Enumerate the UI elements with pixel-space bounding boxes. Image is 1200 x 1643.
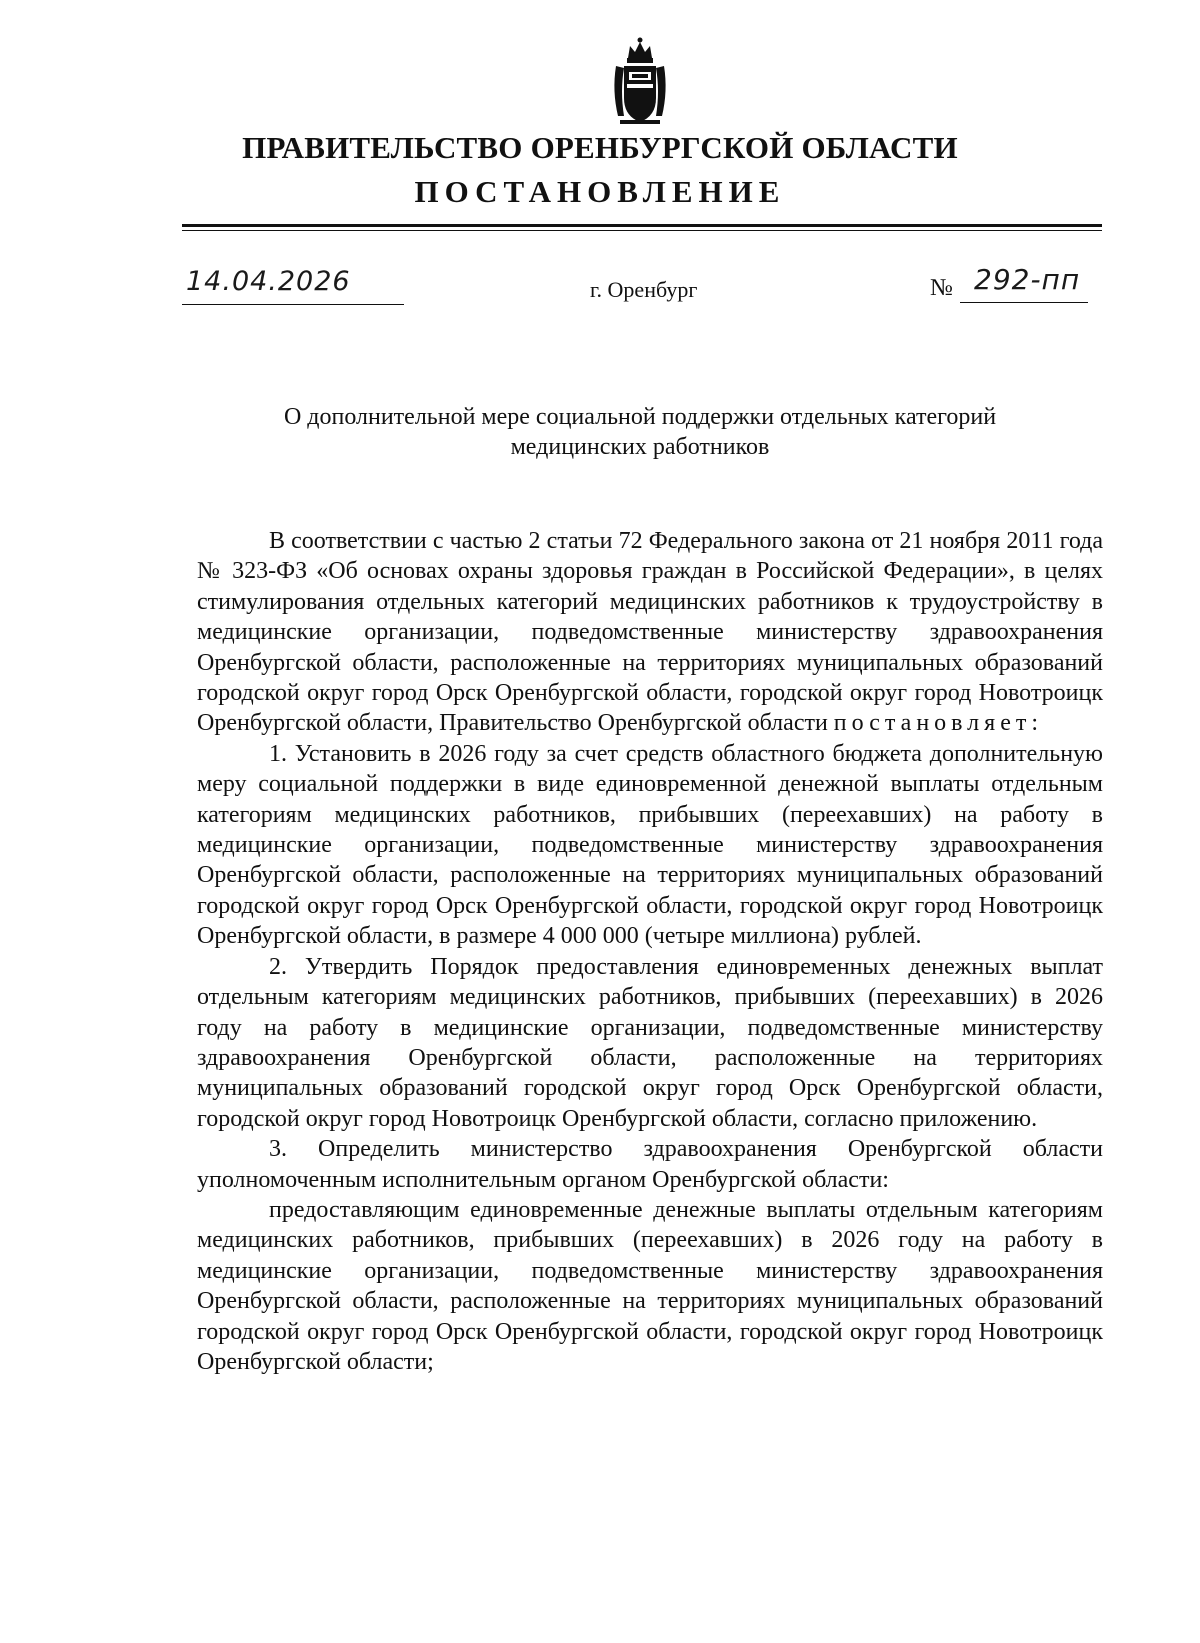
document-type: ПОСТАНОВЛЕНИЕ	[414, 174, 786, 209]
preamble-text: В соответствии с частью 2 статьи 72 Федерального закона от 21 ноября 2011 года № 323-ФЗ «Об основах охраны здоровья граждан в Российской Федерации», в целях стимулирования отдельных категорий медицинских работников к трудоустройству в медицинские организации, подведомственные министерству здравоохранения Оренбургской области, расположенные на территориях муниципальных образований городской округ город Орск Оренбургской области, городской округ город Новотроицк Оренбургской области, Правительство Оренбургской области	[197, 528, 1103, 737]
preamble-paragraph	[197, 526, 1103, 739]
item-3-paragraph: 3. Определить министерство здравоохранения Оренбургской области уполномоченным исполнительным органом Оренбургской области:	[197, 1136, 1103, 1193]
document-date: 14.04.2026	[186, 266, 351, 297]
document-number: 292-пп	[974, 263, 1081, 296]
item-2-paragraph: 2. Утвердить Порядок предоставления единовременных денежных выплат отдельным категориям медицинских работников, прибывших (переехавших) в 2026 году на работу в медицинские организации, подведомственные министерству здравоохранения Оренбургской области, расположенные на территориях муниципальных образований городской округ город Орск Оренбургской области, городской округ город Новотроицк Оренбургской области, согласно приложению.	[197, 953, 1103, 1132]
document-city: г. Оренбург	[590, 277, 698, 302]
document-subject	[200, 402, 1080, 462]
subject-line-2: медицинских работников	[510, 434, 770, 460]
coat-of-arms-icon	[610, 36, 670, 128]
resolves-text: постановляет:	[833, 710, 1044, 737]
organization-title: ПРАВИТЕЛЬСТВО ОРЕНБУРГСКОЙ ОБЛАСТИ	[242, 130, 958, 165]
header-divider-thin	[182, 230, 1102, 231]
subject-line-1: О дополнительной мере социальной поддержки отдельных категорий	[283, 404, 997, 430]
header-divider-thick	[182, 224, 1102, 227]
item-3-sub-1-paragraph: предоставляющим единовременные денежные выплаты отдельным категориям медицинских работников, прибывших (переехавших) в 2026 году на работу в медицинские организации, подведомственные министерству здравоохранения Оренбургской области, расположенные на территориях муниципальных образований городской округ город Орск Оренбургской области, городской округ город Новотроицк Оренбургской области;	[197, 1196, 1103, 1375]
document-number-label: №	[930, 275, 953, 301]
item-1-paragraph: 1. Установить в 2026 году за счет средств областного бюджета дополнительную меру социальной поддержки в виде единовременной денежной выплаты отдельным категориям медицинских работников, прибывших (переехавших) на работу в медицинские организации, подведомственные министерству здравоохранения Оренбургской области, расположенные на территориях муниципальных образований городской округ город Орск Оренбургской области, городской округ город Новотроицк Оренбургской области, в размере 4 000 000 (четыре миллиона) рублей.	[197, 740, 1103, 950]
document-body	[197, 526, 1103, 1377]
document-date-field	[182, 266, 404, 305]
document-number-field	[960, 263, 1088, 303]
